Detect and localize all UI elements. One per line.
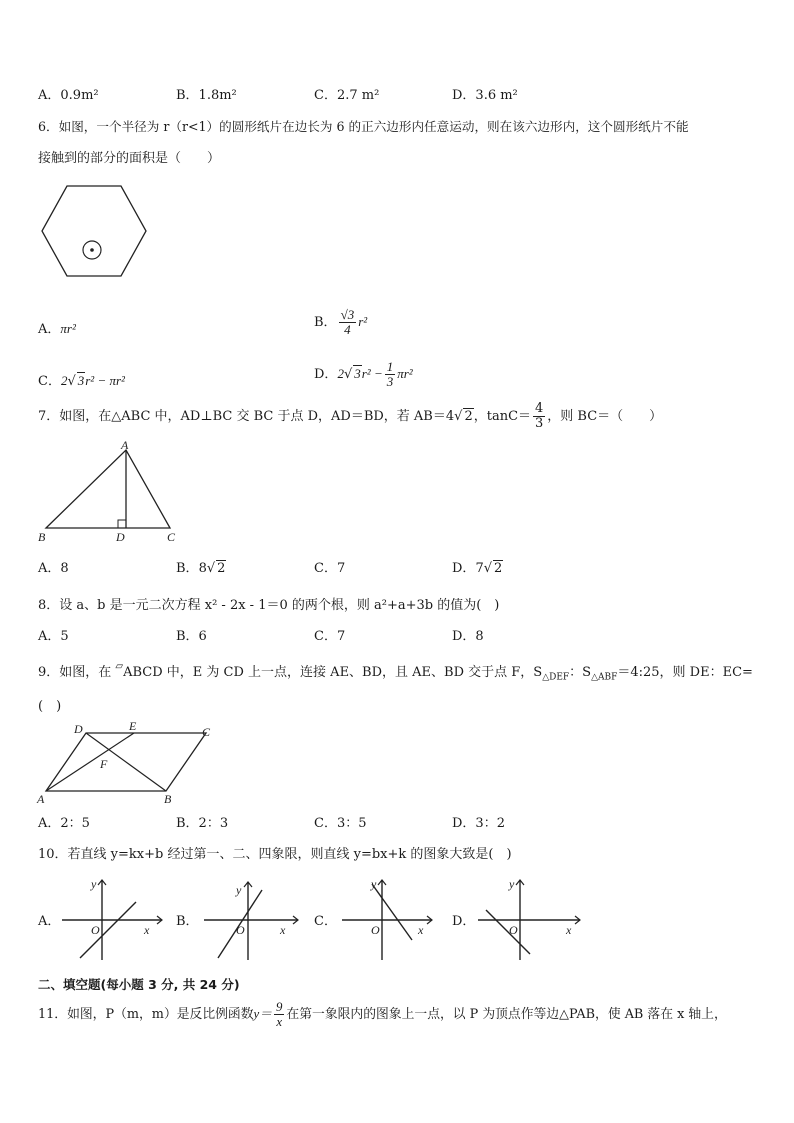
label-d: D: [74, 722, 83, 736]
label-b: B: [38, 530, 46, 544]
q11-stem: 11．如图，P（m，m）是反比例函数y＝ $\frac{9}{x}$ 在第一象限内的图象上一点，以 P 为顶点作等边△PAB，使 AB 落在 x 轴上，: [38, 1000, 727, 1029]
q6-stem-line2: 接触到的部分的面积是（ ）: [38, 151, 221, 166]
q6-hexagon-figure: [40, 184, 148, 278]
q5-option-a: A．0.9m²: [38, 88, 99, 103]
q6-option-b: B． $\frac{√3}{4}$ r²: [314, 307, 368, 337]
q6-stem-line1: 6．如图，一个半径为 r（r<1）的圆形纸片在边长为 6 的正六边形内任意运动，则在该六边形内，这个圆形纸片不能: [38, 119, 689, 134]
label-f: F: [100, 757, 108, 771]
label-a: A: [37, 792, 45, 806]
segment-bd: [86, 733, 166, 791]
axis-x-label: x: [280, 923, 286, 937]
q8-option-c: C．7: [314, 629, 346, 644]
q7-triangle-figure: [36, 438, 186, 546]
circle-center-dot: [90, 248, 94, 252]
right-angle-mark: [118, 520, 126, 528]
q10-graph-a: [58, 876, 168, 962]
q10-option-d-label: D．: [452, 914, 476, 929]
triangle-abc: [46, 450, 170, 528]
q7-option-c: C．7: [314, 561, 346, 576]
q9-option-b: B．2：3: [176, 816, 229, 831]
q9-option-d: D．3：2: [452, 816, 505, 831]
label-b: B: [164, 792, 172, 806]
origin-label: O: [236, 923, 245, 937]
origin-label: O: [509, 923, 518, 937]
q8-option-a: A．5: [38, 629, 69, 644]
label-c: C: [202, 725, 211, 739]
label-d: D: [116, 530, 125, 544]
axis-y-label: y: [509, 877, 515, 891]
segment-ae: [46, 733, 134, 791]
axis-x-label: x: [566, 923, 572, 937]
label-a: A: [121, 438, 129, 452]
origin-label: O: [371, 923, 380, 937]
label-c: C: [167, 530, 176, 544]
graph-line: [80, 902, 136, 958]
q8-stem: 8．设 a、b 是一元二次方程 x² - 2x - 1＝0 的两个根，则 a²+a+3b 的值为( ): [38, 598, 500, 613]
section-heading-fill-in: 二、填空题(每小题 3 分, 共 24 分): [38, 977, 240, 992]
q6-option-a: A．πr²: [38, 321, 76, 337]
q6-option-c: C．2√ 3r² − πr²: [38, 373, 125, 389]
q7-option-b: B．8√ 2: [176, 561, 226, 576]
q5-option-c: C．2.7 m²: [314, 88, 380, 103]
axis-y-label: y: [236, 883, 242, 897]
q7-option-d: D．7√ 2: [452, 561, 503, 576]
q9-stem-line2: ( ): [38, 699, 62, 714]
label-e: E: [129, 721, 137, 733]
q8-option-b: B．6: [176, 629, 207, 644]
q10-option-b-label: B．: [176, 914, 199, 929]
q8-option-d: D．8: [452, 629, 484, 644]
q9-stem: 9．如图，在 ▱ABCD 中，E 为 CD 上一点，连接 AE、BD，且 AE、BD 交于点 F，$S_{\triangle DEF}$：$S_{\triangle ABF}=4:25$，则 DE：EC=: [38, 661, 753, 683]
q5-option-d: D．3.6 m²: [452, 88, 518, 103]
q10-option-a-label: A．: [38, 914, 61, 929]
q10-graph-d: [474, 876, 586, 962]
axis-x-label: x: [144, 923, 150, 937]
q9-option-c: C．3：5: [314, 816, 367, 831]
q10-graph-c: [338, 876, 438, 962]
graph-line: [486, 910, 530, 954]
q10-graph-b: [200, 876, 304, 962]
q9-parallelogram-figure: [36, 721, 226, 807]
origin-label: O: [91, 923, 100, 937]
q10-stem: 10．若直线 y=kx+b 经过第一、二、四象限，则直线 y=bx+k 的图象大致是( ): [38, 847, 512, 862]
axis-y-label: y: [91, 877, 97, 891]
q7-stem: 7．如图，在△ABC 中，AD⊥BC 交 BC 于点 D，AD＝BD，若 AB＝4√ 2，tanC＝ $\frac{4}{3}$ ，则 BC＝（ ）: [38, 401, 663, 431]
hexagon: [42, 186, 146, 276]
axis-y-label: y: [371, 877, 377, 891]
q10-option-c-label: C．: [314, 914, 337, 929]
q7-option-a: A．8: [38, 561, 69, 576]
q5-option-b: B．1.8m²: [176, 88, 237, 103]
q9-option-a: A．2：5: [38, 816, 90, 831]
q6-option-d: D．2√ 3r² − $\frac{1}{3}$ πr²: [314, 359, 413, 389]
axis-x-label: x: [418, 923, 424, 937]
